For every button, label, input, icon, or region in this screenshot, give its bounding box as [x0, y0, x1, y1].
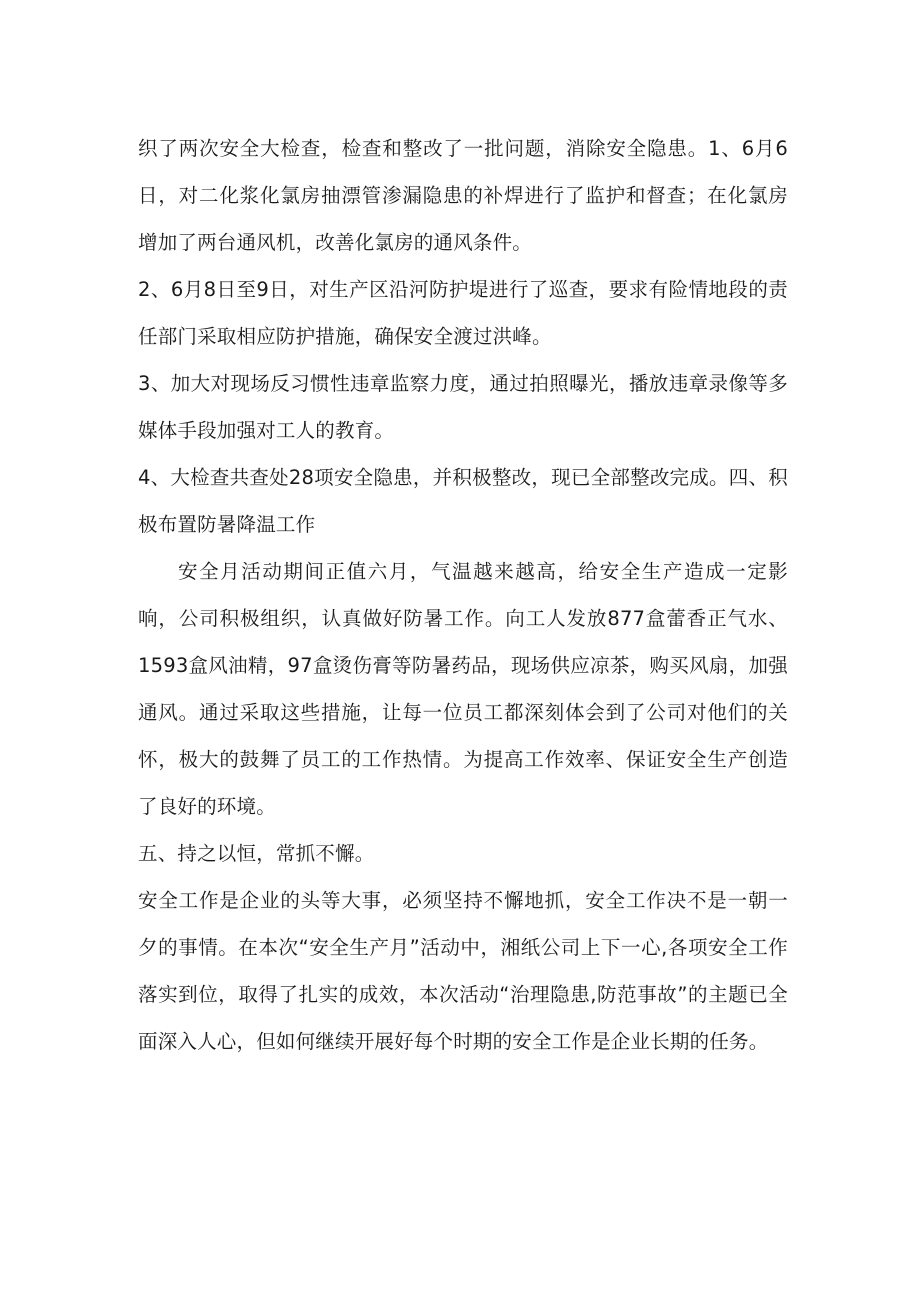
paragraph-heat-prevention: 安全月活动期间正值六月，气温越来越高，给安全生产造成一定影响，公司积极组织，认真做好防暑工作。向工人发放877盒蕾香正气水、1593盒风油精，97盒烫伤膏等防暑药品，现场供应凉茶，购买风扇，加强通风。通过采取这些措施，让每一位员工都深刻体会到了公司对他们的关怀，极大的鼓舞了员工的工作热情。为提高工作效率、保证安全生产创造了良好的环境。 — [138, 560, 788, 818]
paragraph-conclusion: 安全工作是企业的头等大事，必须坚持不懈地抓，安全工作决不是一朝一夕的事情。在本次“安全生产月”活动中，湘纸公司上下一心,各项安全工作落实到位，取得了扎实的成效，本次活动“治理隐患,防范事故”的主题已全面深入人心，但如何继续开展好每个时期的安全工作是企业长期的任务。 — [138, 889, 788, 1053]
section-heading-persistence: 五、持之以恒，常抓不懈。 — [138, 842, 375, 865]
paragraph-item-4: 4、大检查共查处28项安全隐患，并积极整改，现已全部整改完成。四、积极布置防暑降温工作 — [138, 466, 788, 536]
paragraph-item-2: 2、6月8日至9日，对生产区沿河防护堤进行了巡查，要求有险情地段的责任部门采取相应防护措施，确保安全渡过洪峰。 — [138, 278, 788, 348]
document-body — [138, 125, 788, 1065]
paragraph-item-3: 3、加大对现场反习惯性违章监察力度，通过拍照曝光，播放违章录像等多媒体手段加强对工人的教育。 — [138, 372, 788, 442]
paragraph-inspection-intro: 织了两次安全大检查，检查和整改了一批问题，消除安全隐患。1、6月6日，对二化浆化氯房抽漂管渗漏隐患的补焊进行了监护和督查；在化氯房增加了两台通风机，改善化氯房的通风条件。 — [138, 137, 788, 254]
